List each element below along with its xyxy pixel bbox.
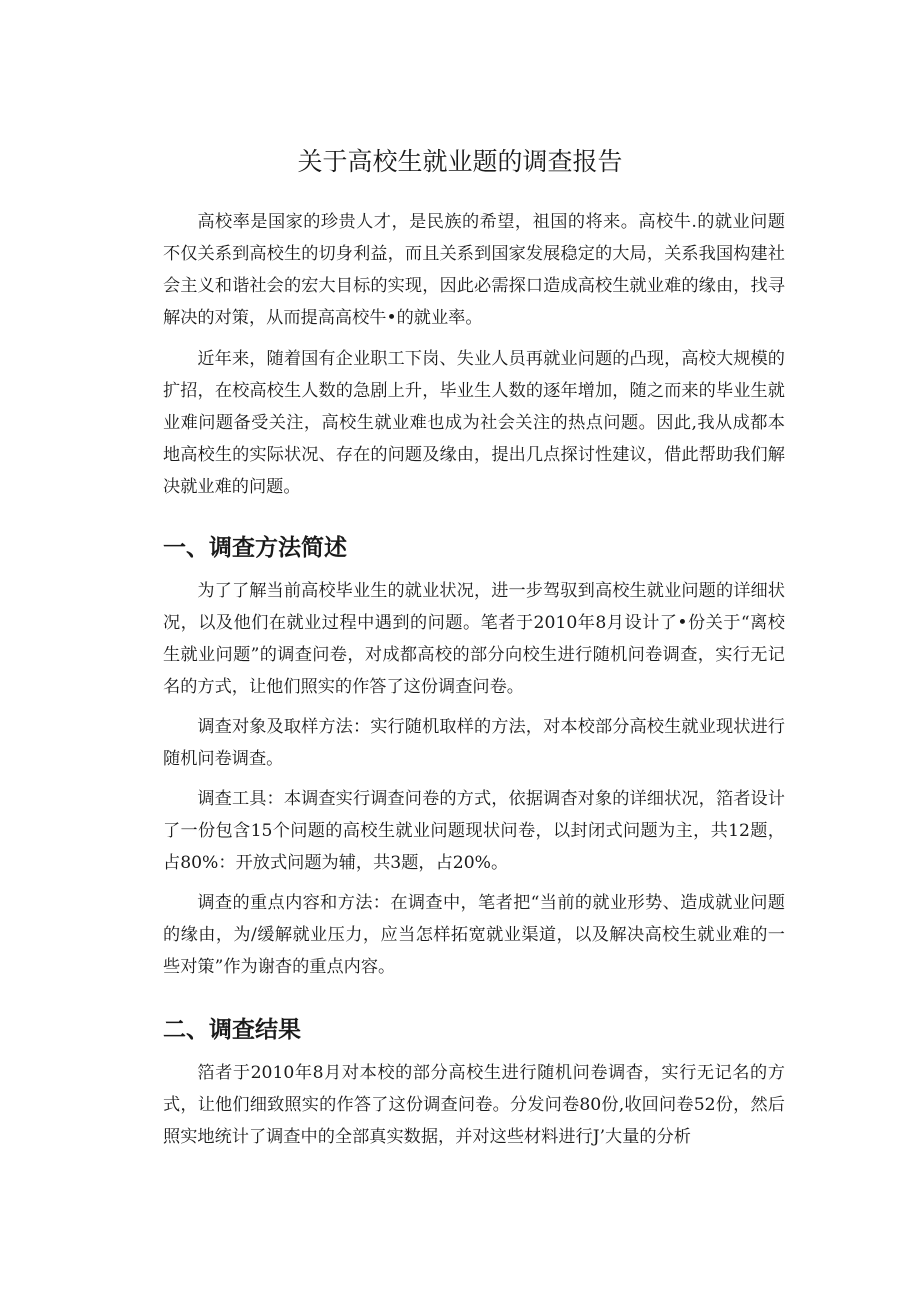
- methods-paragraph-1: 为了了解当前高校毕业生的就业状况，进一步驾驭到高校生就业问题的详细状况，以及他们在就业过程中遇到的问题。笔者于2010年8月设计了•份关于“离校生就业问题”的调查问卷，对成都高校的部分向校生进行随机问卷调查，实行无记名的方式，让他们照实的作答了这份调查问卷。: [163, 581, 785, 697]
- section-heading-methods: 一、调查方法简述: [163, 535, 347, 561]
- intro-paragraph-2: 近年来，随着国有企业职工下岗、失业人员再就业问题的凸现，高校大规模的扩招，在校高校生人数的急剧上升，毕业生人数的逐年增加，随之而来的毕业生就业难问题备受关注，高校生就业难也成为社会关注的热点问题。因此,我从成都本地高校生的实际状况、存在的问题及缘由，提出几点探讨性建议，借此帮助我们解决就业难的问题。: [163, 349, 785, 497]
- document-title: 关于高校生就业题的调查报告: [297, 147, 623, 176]
- section-heading-results: 二、调查结果: [163, 1017, 301, 1043]
- methods-paragraph-2: 调查对象及取样方法：实行随机取样的方法，对本校部分高校生就业现状进行随机问卷调查。: [163, 717, 785, 769]
- intro-paragraph-1: 高校率是国家的珍贵人才，是民族的希望，祖国的将来。高校牛.的就业问题不仅关系到高校生的切身利益，而且关系到国家发展稳定的大局，关系我国构建社会主义和谐社会的宏大目标的实现，因此必需探口造成高校生就业难的缘由，找寻解决的对策，从而提高高校牛•的就业率。: [163, 212, 785, 328]
- methods-paragraph-4: 调查的重点内容和方法：在调查中，笔者把“当前的就业形势、造成就业问题的缘由，为/缓解就业压力，应当怎样拓宽就业渠道，以及解决高校生就业难的一些对策”作为谢杳的重点内容。: [163, 893, 785, 977]
- results-paragraph-1: 箔者于2010年8月对本校的部分高校生进行随机问卷调杳，实行无记名的方式，让他们细致照实的作答了这份调查问卷。分发问卷80份,收回问卷52份，然后照实地统计了调查中的全部真实数据，并对这些材料进行J’大量的分析: [163, 1063, 785, 1147]
- methods-paragraph-3: 调查工具：本调查实行调查问卷的方式，依据调杳对象的详细状况，箔者设计了一份包含15个问题的高校生就业问题现状问卷，以封闭式问题为主，共12题，占80%：开放式问题为辅，共3题，占20%。: [163, 789, 785, 873]
